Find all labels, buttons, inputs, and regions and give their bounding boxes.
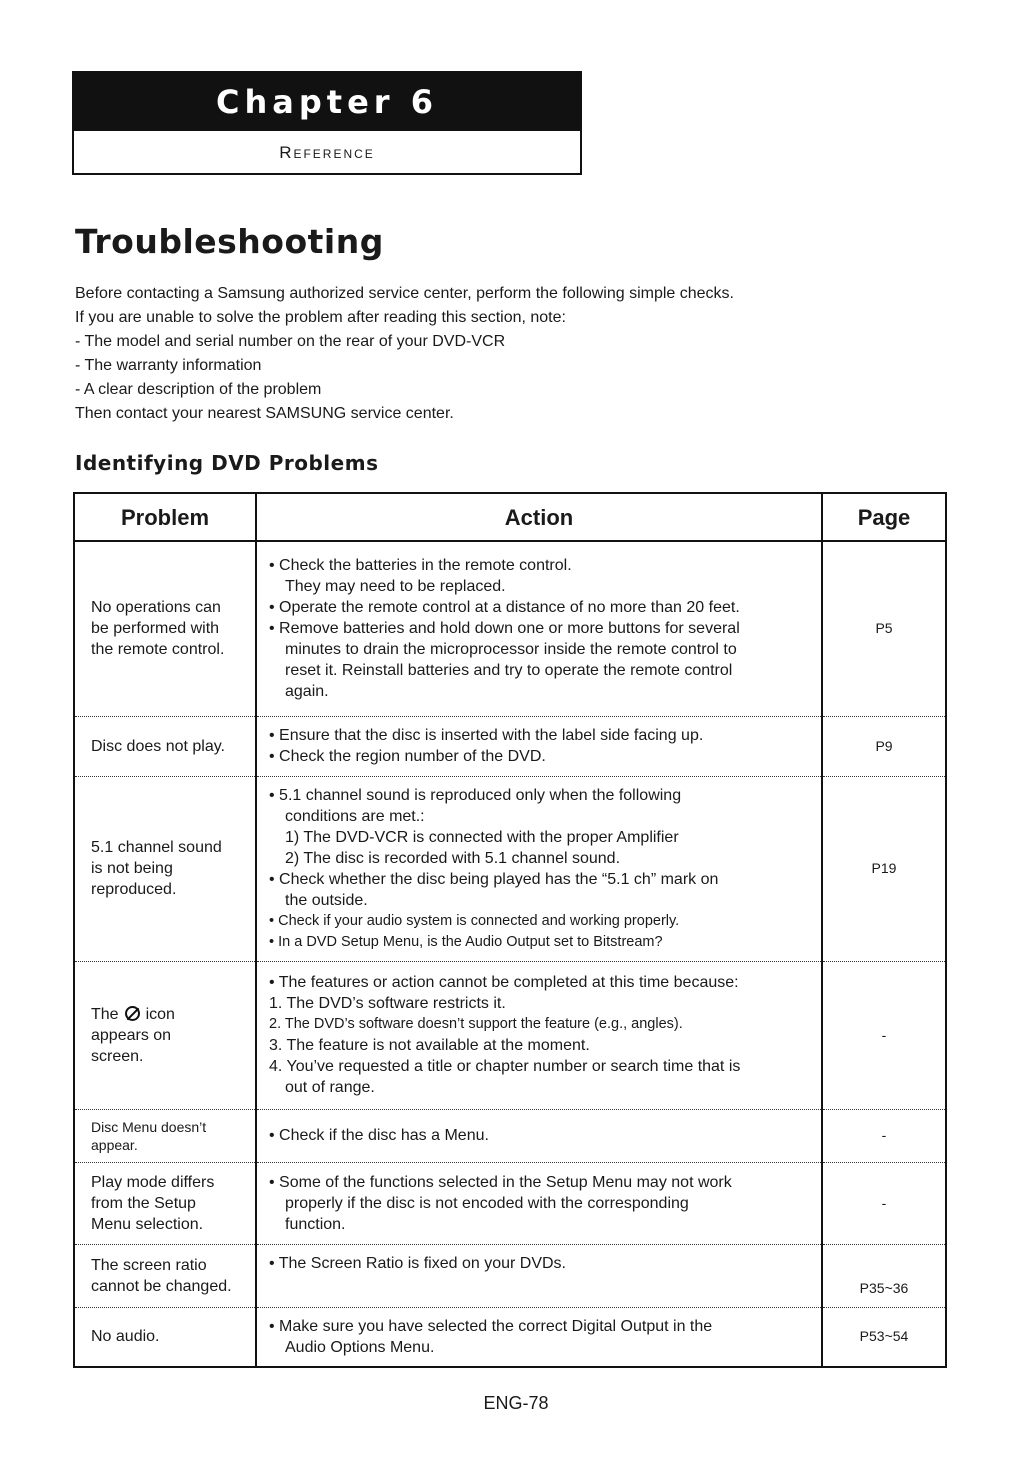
problem-word: icon [145,1005,175,1023]
problem-line: No operations can [91,599,221,617]
action-line: again. [285,683,329,701]
problem-cell [74,1244,256,1307]
action-cell [256,541,822,716]
page-number: ENG-78 [483,1393,549,1413]
action-line: Audio Options Menu. [285,1338,435,1356]
action-line: 2) The disc is recorded with 5.1 channel sound. [285,849,621,867]
action-line: • Make sure you have selected the correct Digital Output in the [269,1317,713,1335]
intro-line: Then contact your nearest SAMSUNG service center. [75,405,454,422]
chapter-subtitle: Reference [279,143,375,162]
table-row [74,961,946,1109]
action-cell [256,961,822,1109]
table-row [74,541,946,716]
action-line: 1. The DVD’s software restricts it. [269,995,506,1012]
problem-line: the remote control. [91,641,225,659]
problem-line: No audio. [91,1328,160,1346]
header-action: Action [256,493,822,541]
intro-text [75,282,955,426]
page-cell: P53~54 [822,1307,946,1367]
prohibited-icon [125,1006,140,1021]
page-cell: P19 [822,776,946,961]
action-line: out of range. [285,1079,375,1096]
intro-line: Before contacting a Samsung authorized service center, perform the following simple checks. [75,285,734,302]
action-line: minutes to drain the microprocessor inside the remote control to [285,641,737,659]
intro-line: - The warranty information [75,357,262,374]
action-line: reset it. Reinstall batteries and try to operate the remote control [285,662,733,680]
header-problem: Problem [74,493,256,541]
action-line: • In a DVD Setup Menu, is the Audio Output set to Bitstream? [269,933,663,950]
problem-cell [74,1162,256,1244]
problem-line: Play mode differs [91,1173,215,1191]
action-line: • Operate the remote control at a distance of no more than 20 feet. [269,599,740,617]
action-line: • 5.1 channel sound is reproduced only when the following [269,786,682,804]
chapter-label: Chapter 6 [74,73,580,131]
action-line: 1) The DVD-VCR is connected with the proper Amplifier [285,828,679,846]
action-cell [256,1109,822,1162]
problem-cell [74,961,256,1109]
table-row [74,1109,946,1162]
problem-cell [74,716,256,776]
action-line: • The Screen Ratio is fixed on your DVDs. [269,1254,566,1272]
action-line: • Ensure that the disc is inserted with the label side facing up. [269,727,704,744]
problem-line [91,1004,247,1025]
intro-line: If you are unable to solve the problem after reading this section, note: [75,309,566,326]
problem-line: reproduced. [91,881,177,898]
action-line: They may need to be replaced. [285,578,506,596]
problem-cell [74,1109,256,1162]
page-cell: P9 [822,716,946,776]
problem-line: Disc does not play. [91,737,225,755]
action-cell [256,716,822,776]
chapter-header [72,71,582,175]
action-line: conditions are met.: [285,807,425,825]
problem-line: Disc Menu doesn’t [91,1118,207,1135]
problem-line: be performed with [91,620,220,638]
table-header-row [74,493,946,541]
section-title: Identifying DVD Problems [75,451,379,475]
header-page: Page [822,493,946,541]
table-row [74,1244,946,1307]
problem-line: The screen ratio [91,1256,207,1274]
action-cell [256,1244,822,1307]
action-line: 2. The DVD’s software doesn’t support the feature (e.g., angles). [269,1016,683,1032]
action-line: function. [285,1215,346,1233]
intro-line: - The model and serial number on the rear of your DVD-VCR [75,333,506,350]
page-title: Troubleshooting [75,222,384,261]
action-line: • The features or action cannot be completed at this time because: [269,974,739,991]
problem-cell [74,1307,256,1367]
table-row [74,716,946,776]
problem-cell [74,541,256,716]
action-line: • Check the batteries in the remote control. [269,557,572,575]
action-cell [256,1162,822,1244]
action-line: • Check if your audio system is connected and working properly. [269,912,680,929]
page-cell: - [822,1162,946,1244]
problem-line: from the Setup [91,1194,196,1212]
action-line: • Check whether the disc being played has the “5.1 ch” mark on [269,870,719,888]
action-line: 4. You’ve requested a title or chapter number or search time that is [269,1058,741,1075]
page-cell: - [822,1109,946,1162]
troubleshooting-table [73,492,947,1368]
action-line: 3. The feature is not available at the moment. [269,1037,590,1054]
table-row [74,1307,946,1367]
page-cell: P5 [822,541,946,716]
problem-line: is not being [91,860,173,877]
problem-line: appear. [91,1136,138,1153]
action-line: the outside. [285,891,368,909]
problem-line: screen. [91,1047,144,1065]
table-row [74,776,946,961]
table-row [74,1162,946,1244]
action-line: properly if the disc is not encoded with the corresponding [285,1194,689,1212]
action-cell [256,1307,822,1367]
problem-word: The [91,1005,119,1023]
page-cell: P35~36 [822,1244,946,1307]
problem-line: appears on [91,1026,172,1044]
action-line: • Check the region number of the DVD. [269,748,546,765]
intro-line: - A clear description of the problem [75,381,322,398]
problem-line: Menu selection. [91,1215,204,1233]
problem-line: cannot be changed. [91,1277,232,1295]
problem-cell [74,776,256,961]
action-cell [256,776,822,961]
page-cell: - [822,961,946,1109]
action-line: • Some of the functions selected in the Setup Menu may not work [269,1173,732,1191]
problem-line: 5.1 channel sound [91,839,222,856]
action-line: • Check if the disc has a Menu. [269,1127,489,1144]
action-line: • Remove batteries and hold down one or more buttons for several [269,620,740,638]
